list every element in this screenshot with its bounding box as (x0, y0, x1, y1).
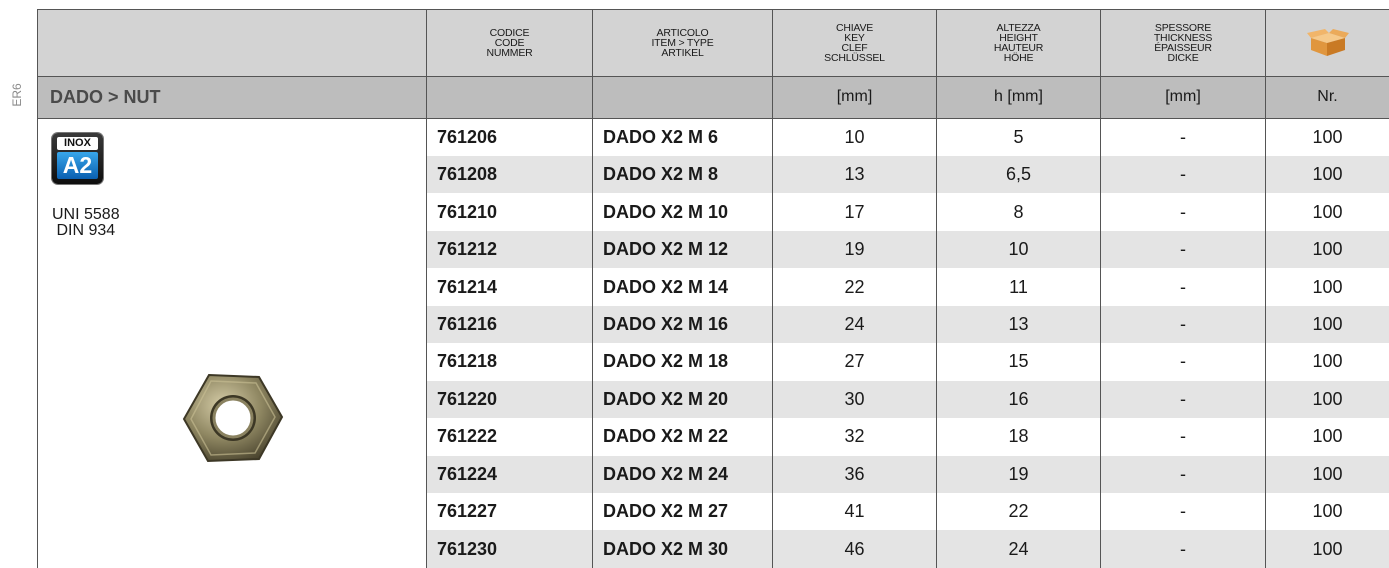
header-blank-cell (38, 10, 427, 77)
cell-quantity: 100 (1266, 493, 1389, 530)
cell-thickness: - (1101, 493, 1266, 530)
cell-code: 761206 (427, 118, 593, 156)
package-box-icon (1305, 26, 1351, 60)
cell-thickness: - (1101, 381, 1266, 418)
cell-item: DADO X2 M 6 (593, 118, 773, 156)
page-side-label: ER6 (10, 83, 24, 107)
header-height: ALTEZZA HEIGHT HAUTEUR HÖHE (937, 10, 1101, 77)
cell-quantity: 100 (1266, 418, 1389, 455)
standards-list (52, 207, 120, 239)
cell-height: 19 (937, 456, 1101, 493)
section-title: DADO > NUT (38, 77, 427, 119)
cell-quantity: 100 (1266, 156, 1389, 193)
table-row (38, 118, 1389, 156)
cell-key: 46 (773, 530, 937, 568)
cell-key: 27 (773, 343, 937, 380)
cell-code: 761210 (427, 193, 593, 230)
unit-item (593, 77, 773, 119)
cell-quantity: 100 (1266, 268, 1389, 305)
unit-thickness: [mm] (1101, 77, 1266, 119)
cell-height: 13 (937, 306, 1101, 343)
cell-key: 19 (773, 231, 937, 268)
unit-code (427, 77, 593, 119)
cell-thickness: - (1101, 231, 1266, 268)
cell-height: 18 (937, 418, 1101, 455)
badge-material: INOX (57, 137, 98, 150)
cell-code: 761230 (427, 530, 593, 568)
cell-thickness: - (1101, 343, 1266, 380)
cell-item: DADO X2 M 16 (593, 306, 773, 343)
cell-thickness: - (1101, 456, 1266, 493)
cell-height: 11 (937, 268, 1101, 305)
hex-nut-icon (181, 371, 285, 465)
cell-height: 15 (937, 343, 1101, 380)
cell-quantity: 100 (1266, 306, 1389, 343)
cell-item: DADO X2 M 30 (593, 530, 773, 568)
unit-quantity: Nr. (1266, 77, 1389, 119)
cell-quantity: 100 (1266, 193, 1389, 230)
unit-height: h [mm] (937, 77, 1101, 119)
cell-quantity: 100 (1266, 530, 1389, 568)
cell-height: 6,5 (937, 156, 1101, 193)
unit-key: [mm] (773, 77, 937, 119)
cell-item: DADO X2 M 18 (593, 343, 773, 380)
cell-height: 22 (937, 493, 1101, 530)
section-header-row (38, 77, 1389, 119)
cell-item: DADO X2 M 12 (593, 231, 773, 268)
cell-height: 24 (937, 530, 1101, 568)
badge-grade: A2 (57, 152, 98, 179)
cell-key: 10 (773, 118, 937, 156)
cell-key: 24 (773, 306, 937, 343)
cell-item: DADO X2 M 20 (593, 381, 773, 418)
cell-key: 32 (773, 418, 937, 455)
cell-thickness: - (1101, 193, 1266, 230)
cell-key: 22 (773, 268, 937, 305)
cell-code: 761220 (427, 381, 593, 418)
cell-quantity: 100 (1266, 456, 1389, 493)
cell-item: DADO X2 M 24 (593, 456, 773, 493)
cell-height: 5 (937, 118, 1101, 156)
cell-key: 13 (773, 156, 937, 193)
cell-code: 761222 (427, 418, 593, 455)
cell-quantity: 100 (1266, 118, 1389, 156)
cell-code: 761224 (427, 456, 593, 493)
cell-thickness: - (1101, 418, 1266, 455)
cell-height: 10 (937, 231, 1101, 268)
header-thickness: SPESSORE THICKNESS ÉPAISSEUR DICKE (1101, 10, 1266, 77)
inox-a2-badge-icon (52, 133, 103, 184)
cell-height: 8 (937, 193, 1101, 230)
cell-key: 17 (773, 193, 937, 230)
cell-item: DADO X2 M 27 (593, 493, 773, 530)
cell-thickness: - (1101, 118, 1266, 156)
cell-height: 16 (937, 381, 1101, 418)
product-table (37, 9, 1389, 568)
cell-code: 761212 (427, 231, 593, 268)
standard-uni: UNI 5588 (52, 205, 120, 223)
cell-quantity: 100 (1266, 343, 1389, 380)
cell-key: 41 (773, 493, 937, 530)
cell-code: 761227 (427, 493, 593, 530)
column-header-row (38, 10, 1389, 77)
cell-item: DADO X2 M 8 (593, 156, 773, 193)
cell-thickness: - (1101, 156, 1266, 193)
cell-key: 36 (773, 456, 937, 493)
cell-code: 761216 (427, 306, 593, 343)
product-info-cell (38, 118, 427, 568)
header-item: ARTICOLO ITEM > TYPE ARTIKEL (593, 10, 773, 77)
cell-item: DADO X2 M 14 (593, 268, 773, 305)
cell-thickness: - (1101, 268, 1266, 305)
cell-item: DADO X2 M 10 (593, 193, 773, 230)
cell-quantity: 100 (1266, 231, 1389, 268)
cell-code: 761208 (427, 156, 593, 193)
cell-thickness: - (1101, 306, 1266, 343)
cell-quantity: 100 (1266, 381, 1389, 418)
cell-code: 761218 (427, 343, 593, 380)
cell-item: DADO X2 M 22 (593, 418, 773, 455)
header-code: CODICE CODE NUMMER (427, 10, 593, 77)
standard-din: DIN 934 (56, 221, 116, 239)
cell-key: 30 (773, 381, 937, 418)
header-key: CHIAVE KEY CLEF SCHLÜSSEL (773, 10, 937, 77)
cell-code: 761214 (427, 268, 593, 305)
cell-thickness: - (1101, 530, 1266, 568)
header-quantity (1266, 10, 1389, 77)
